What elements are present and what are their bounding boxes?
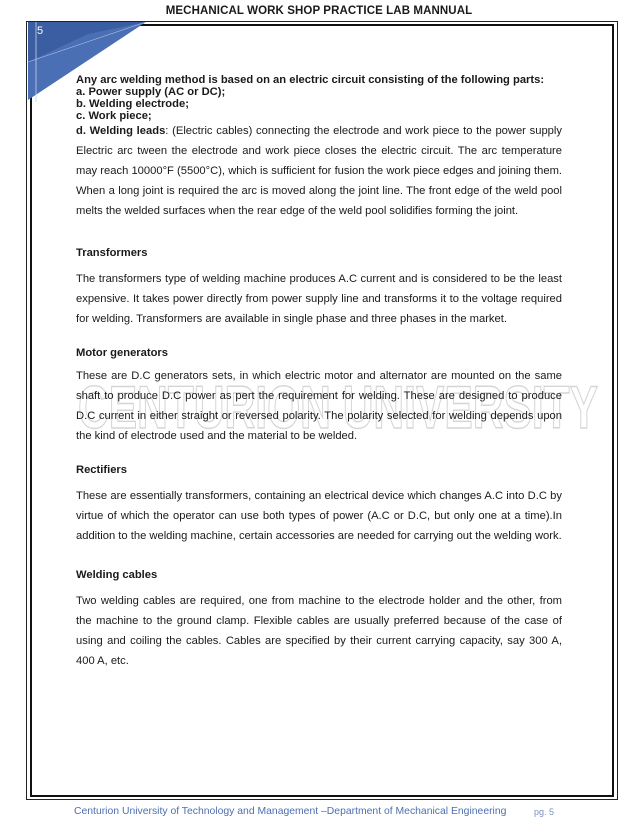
section-heading-welding-cables: Welding cables — [76, 569, 158, 581]
intro-item-welding-leads-text: : (Electric cables) connecting the electrode and work piece to the power supply — [165, 125, 562, 137]
section-body-transformers: The transformers type of welding machine produces A.C current and is considered to be the least expensive. It takes power directly from power supply line and transforms it to the voltage required for welding. Transformers are available in single phase and three phases in the market. — [76, 273, 562, 325]
watermark-text: CENTURION UNIVERSITY — [78, 374, 598, 441]
section-heading-motor-generators: Motor generators — [76, 347, 168, 359]
page-footer — [74, 806, 574, 817]
page-header-title: MECHANICAL WORK SHOP PRACTICE LAB MANNUAL — [165, 5, 473, 17]
footer-page-number: pg. 5 — [534, 807, 555, 817]
page-badge-number: 5 — [37, 25, 44, 37]
footer-text: Centurion University of Technology and Management –Department of Mechanical Engineering — [74, 806, 507, 817]
section-heading-rectifiers: Rectifiers — [76, 464, 127, 476]
section-body-rectifiers: These are essentially transformers, containing an electrical device which changes A.C into D.C by virtue of which the operator can use both types of power (A.C or D.C, but only one at a time).In addition to the welding machine, certain accessories are needed for carrying out the welding work. — [76, 490, 562, 542]
section-body-welding-cables: Two welding cables are required, one from machine to the electrode holder and the other, from the machine to the ground clamp. Flexible cables are usually preferred because of the case of using and coiling the cables. Cables are specified by their current carrying capacity, say 300 A, 400 A, etc. — [76, 595, 562, 667]
intro-item-welding-leads-label: d. Welding leads — [76, 125, 166, 137]
intro-item-welding-electrode: b. Welding electrode; — [76, 98, 189, 110]
intro-lead: Any arc welding method is based on an electric circuit consisting of the following parts: — [76, 74, 545, 86]
section-body-motor-generators: These are D.C generators sets, in which electric motor and alternator are mounted on the same shaft to produce D.C power as pert the requirement for welding. These are designed to produce D.C current in either straight or reversed polarity. The polarity selected for welding depends upon the kind of electrode used and the material to be welded. — [76, 370, 562, 442]
section-heading-transformers: Transformers — [76, 247, 148, 259]
intro-paragraph-text: Electric arc tween the electrode and work piece closes the electric circuit. The arc temperature may reach 10000°F (5500°C), which is sufficient for fusion the work piece edges and joining them. When a long joint is required the arc is moved along the joint line. The front edge of the weld pool melts the welded surfaces when the rear edge of the weld pool solidifies forming the joint. — [76, 145, 562, 217]
intro-item-power-supply: a. Power supply (AC or DC); — [76, 86, 226, 98]
intro-list — [76, 74, 562, 122]
intro-item-work-piece: c. Work piece; — [76, 110, 152, 122]
intro-paragraph — [76, 121, 562, 221]
